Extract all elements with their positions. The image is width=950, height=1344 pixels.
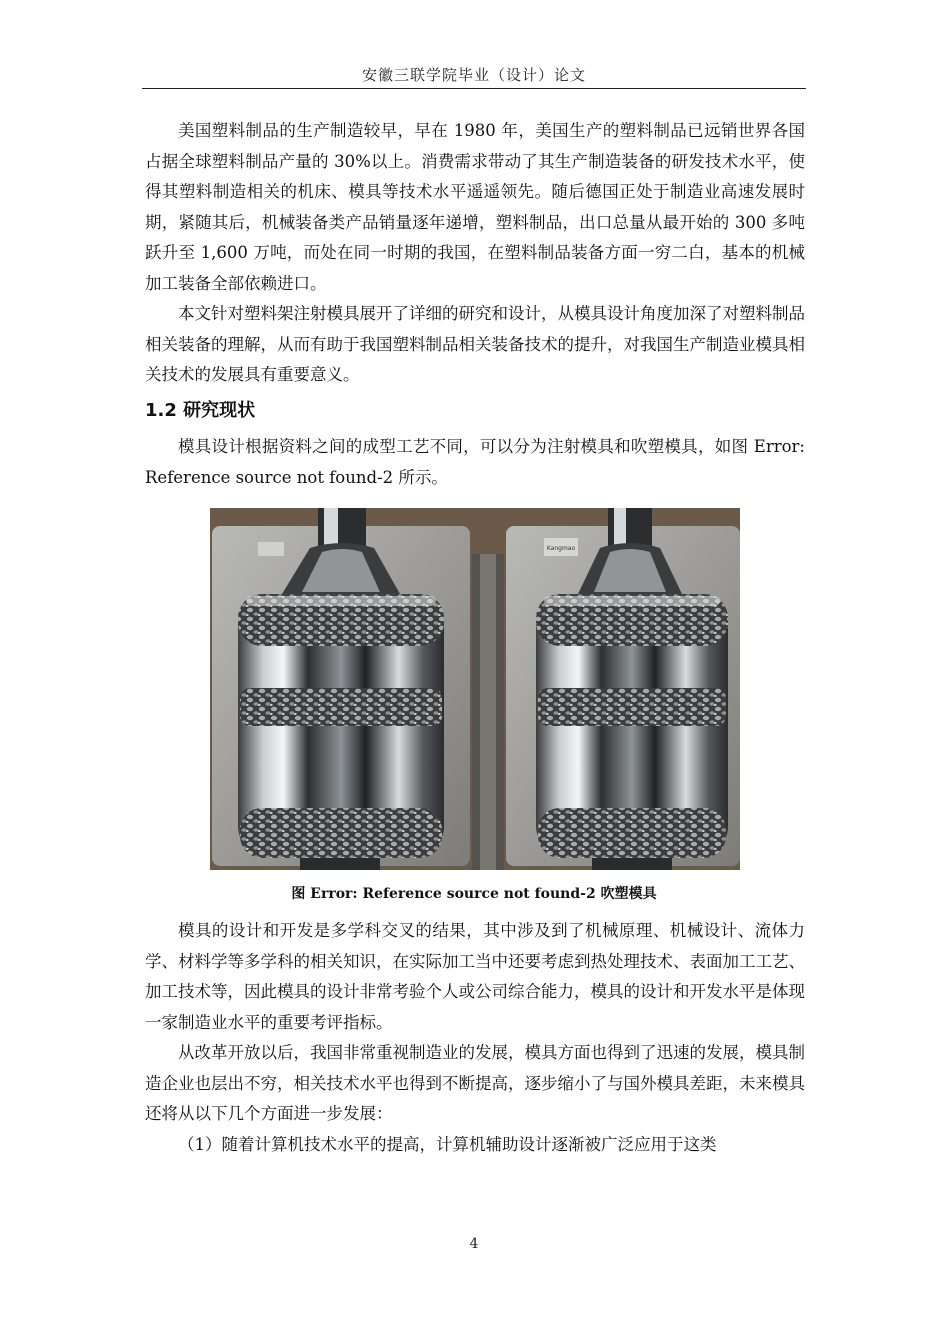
header-divider — [142, 88, 806, 89]
page-header: 安徽三联学院毕业（设计）论文 — [361, 66, 586, 84]
intro-text — [145, 116, 805, 391]
figure-caption: 图 Error: Reference source not found-2 吹塑模具 — [291, 886, 657, 902]
mold-tag-label: Kangmao — [546, 545, 576, 552]
paragraph: 从改革开放以后，我国非常重视制造业的发展，模具方面也得到了迅速的发展，模具制造企业也层出不穷，相关技术水平也得到不断提高，逐步缩小了与国外模具差距，未来模具还将从以下几个方面进一步发展： — [145, 1043, 805, 1123]
paragraph: 美国塑料制品的生产制造较早，早在 1980 年，美国生产的塑料制品已远销世界各国占据全球塑料制品产量的 30%以上。消费需求带动了其生产制造装备的研发技术水平，使得其塑料制造相关的机床、模具等技术水平遥遥领先。随后德国正处于制造业高速发展时期，紧随其后，机械装备类产品销量逐年递增，塑料制品，出口总量从最开始的 300 多吨跃升至 1,600 万吨，而处在同一时期的我国，在塑料制品装备方面一穷二白，基本的机械加工装备全部依赖进口。 — [145, 121, 805, 293]
paragraph: 模具的设计和开发是多学科交叉的结果，其中涉及到了机械原理、机械设计、流体力学、材料学等多学科的相关知识，在实际加工当中还要考虑到热处理技术、表面加工工艺、加工技术等，因此模具的设计非常考验个人或公司综合能力，模具的设计和开发水平是体现一家制造业水平的重要考评指标。 — [145, 921, 805, 1032]
paragraph: 本文针对塑料架注射模具展开了详细的研究和设计，从模具设计角度加深了对塑料制品相关装备的理解，从而有助于我国塑料制品相关装备技术的提升，对我国生产制造业模具相关技术的发展具有重要意义。 — [145, 304, 805, 384]
section-text — [145, 432, 805, 493]
paragraph: （1）随着计算机技术水平的提高，计算机辅助设计逐渐被广泛应用于这类 — [178, 1134, 717, 1154]
section-heading: 1.2 研究现状 — [145, 400, 256, 421]
paragraph: 模具设计根据资料之间的成型工艺不同，可以分为注射模具和吹塑模具，如图 Error: Reference source not found-2 所示。 — [145, 437, 805, 487]
blow-mold-photo — [210, 508, 740, 870]
after-figure-text — [145, 916, 805, 1160]
page-number: 4 — [469, 1236, 479, 1252]
